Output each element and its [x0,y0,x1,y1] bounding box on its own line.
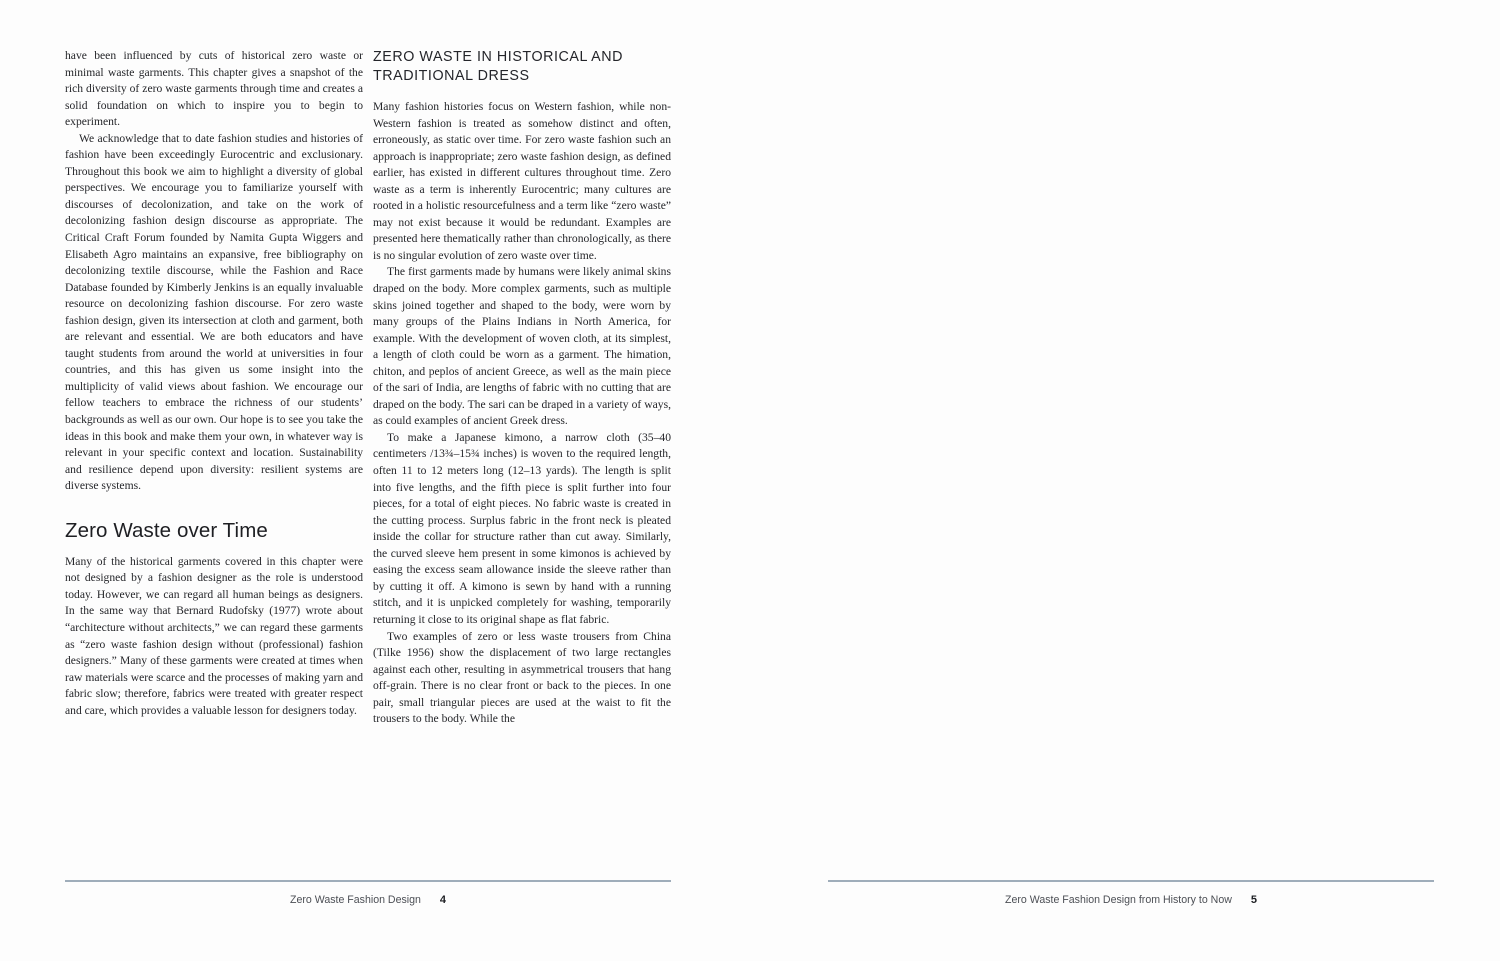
page-number: 5 [1250,893,1257,906]
paragraph: We acknowledge that to date fashion studies and histories of fashion have been exceedingly Eurocentric and exclusionary. Throughout this book we aim to highlight a diversity of global perspectives. We encourage you to familiarize yourself with discourses of decolonization, and take on the work of decolonizing fashion design discourse as appropriate. The Critical Craft Forum founded by Namita Gupta Wiggers and Elisabeth Agro maintains an expansive, free bibliography on decolonizing textile discourse, while the Fashion and Race Database founded by Kimberly Jenkins is an equally invaluable resource on decolonizing fashion discourse. For zero waste fashion design, given its intersection at cloth and garment, both are relevant and essential. We are both educators and have taught students from around the world at universities in four countries, and this has given us some insight into the multiplicity of valid views about fashion. We encourage our fellow teachers to embrace the richness of our students’ backgrounds as well as our own. Our hope is to see you take the ideas in this book and make them your own, in whatever way is relevant in your specific context and location. Sustainability and resilience depend upon diversity: resilient systems are diverse systems. [65,131,363,493]
left-page-column-1 [65,48,363,719]
paragraph: The first garments made by humans were likely animal skins draped on the body. More complex garments, such as multiple skins joined together and shaped to the body, were worn by many groups of the Plains Indians in North America, for example. With the development of woven cloth, at its simplest, a length of cloth could be worn as a garment. The himation, chiton, and peplos of ancient Greece, as well as the main piece of the sari of India, are lengths of fabric with no cutting that are draped on the body. The sari can be draped in a variety of ways, as could examples of ancient Greek dress. [373,265,671,428]
right-page [750,0,1500,961]
left-page-column-2 [373,48,671,728]
paragraph: Two examples of zero or less waste trousers from China (Tilke 1956) show the displacement of two large rectangles against each other, resulting in asymmetrical trousers that hang off-grain. There is no clear front or back to the pieces. In one pair, small triangular pieces are used at the waist to fit the trousers to the body. While the [373,629,671,726]
footer-text-wrap [828,894,1434,906]
paragraph: have been influenced by cuts of historical zero waste or minimal waste garments. This chapter gives a snapshot of the rich diversity of zero waste garments through time and creates a solid foundation on which to inspire you to begin to experiment. [65,49,363,129]
running-head: Zero Waste Fashion Design from History to Now [1005,893,1232,906]
footer-rule [828,880,1434,882]
left-page-footer [65,880,671,906]
paragraph: To make a Japanese kimono, a narrow cloth (35–40 centimeters /13¾–15¾ inches) is woven to the required length, often 11 to 12 meters long (12–13 yards). The length is split into five lengths, and the fifth piece is split further into four pieces, for a total of eight pieces. No fabric waste is created in the cutting process. Surplus fabric in the front neck is pleated inside the collar for structure rather than cut away. Similarly, the curved sleeve hem present in some kimonos is achieved by easing the excess seam allowance inside the sleeve rather than by cutting it off. A kimono is sewn by hand with a running stitch, and it is unpicked completely for washing, temporarily returning it close to its original shape as flat fabric. [373,430,671,626]
page-title: Zero Waste over Time [65,518,268,542]
footer-text-wrap [65,894,671,906]
paragraph: Many of the historical garments covered in this chapter were not designed by a fashion designer as the role is understood today. However, we can regard all human beings as designers. In the same way that Bernard Rudofsky (1977) wrote about “architecture without architects,” we can regard these garments as “zero waste fashion design without (professional) fashion designers.” Many of these garments were created at times when raw materials were scarce and the processes of making yarn and fabric slow; therefore, fabrics were treated with greater respect and care, which provides a valuable lesson for designers today. [65,554,363,717]
page-number: 4 [439,893,447,906]
right-page-footer [828,880,1434,906]
section-heading: ZERO WASTE IN HISTORICAL AND TRADITIONAL DRESS [373,49,624,84]
running-head: Zero Waste Fashion Design [289,893,421,906]
footer-rule [65,880,671,882]
paragraph: Many fashion histories focus on Western fashion, while non-Western fashion is treated as somehow distinct and often, erroneously, as static over time. For zero waste fashion such an approach is inappropriate; zero waste fashion design, as defined earlier, has existed in different cultures throughout time. Zero waste as a term is inherently Eurocentric; many cultures are rooted in a holistic resourcefulness and a term like “zero waste” may not exist because it would be redundant. Examples are presented here thematically rather than chronologically, as there is no singular evolution of zero waste over time. [373,100,671,262]
